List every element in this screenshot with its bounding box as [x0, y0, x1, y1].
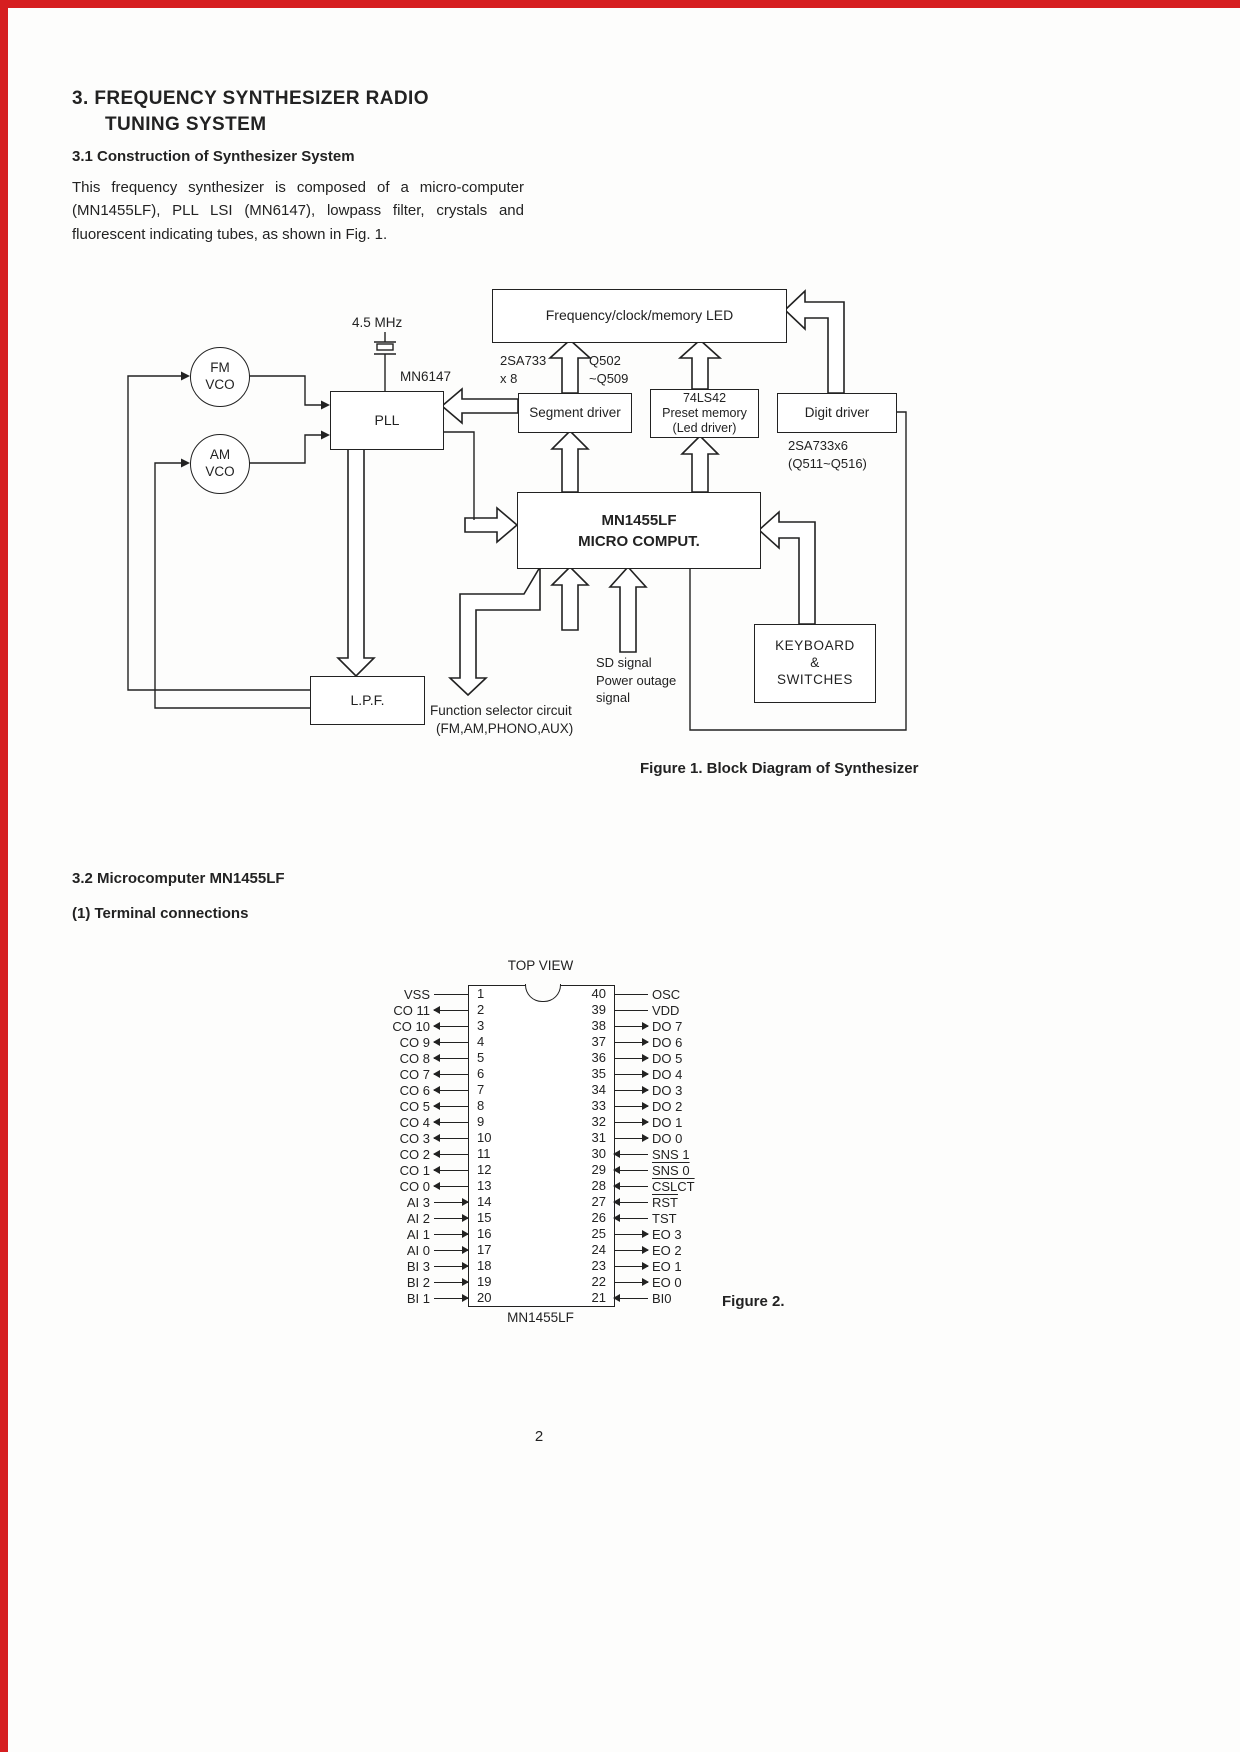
- arrowhead-lpf-am: [181, 459, 190, 468]
- label-2sa733x6: [788, 437, 867, 472]
- pin-arrow-icon: [433, 1166, 440, 1174]
- pin-number: 23: [591, 1258, 606, 1273]
- pin-row-left-5: [380, 1050, 468, 1066]
- pin-number: 13: [477, 1178, 492, 1193]
- pin-arrow-icon: [642, 1022, 649, 1030]
- pin-arrow-icon: [462, 1262, 469, 1270]
- pin-label: AI 1: [406, 1226, 430, 1242]
- pin-row-right-34: [614, 1082, 734, 1098]
- keyboard-line1: KEYBOARD: [775, 638, 855, 654]
- block-digit-driver: [777, 393, 897, 433]
- pin-row-left-4: [380, 1034, 468, 1050]
- pin-label: AI 0: [406, 1242, 430, 1258]
- label-2sa733x8-line2: x 8: [500, 370, 518, 386]
- pin-row-right-25: [614, 1226, 734, 1242]
- pin-label: CSLCT: [652, 1178, 695, 1194]
- pin-number: 15: [477, 1210, 492, 1225]
- pin-line: [614, 1170, 648, 1171]
- pin-row-left-18: [380, 1258, 468, 1274]
- pin-arrow-icon: [433, 1070, 440, 1078]
- pin-row-right-28: [614, 1178, 734, 1194]
- fm-vco-line2: VCO: [205, 377, 235, 392]
- arrow-segment-to-led: [550, 340, 590, 393]
- pin-label: VDD: [652, 1002, 680, 1018]
- label-sd-line2: Power outage: [596, 672, 677, 688]
- pin-label: DO 5: [652, 1050, 683, 1066]
- pin-arrow-icon: [433, 1102, 440, 1110]
- pin-line: [434, 1010, 468, 1011]
- pin-number: 21: [591, 1290, 606, 1305]
- heading-terminal-connections: (1) Terminal connections: [72, 905, 249, 922]
- pin-number: 30: [591, 1146, 606, 1161]
- label-mn6147: MN6147: [400, 369, 452, 384]
- pin-number: 29: [591, 1162, 606, 1177]
- left-pin-rows: [380, 986, 468, 1306]
- pin-label: $\overline{RST}$: [652, 1194, 678, 1210]
- pin-row-left-12: [380, 1162, 468, 1178]
- pin-arrow-icon: [613, 1150, 620, 1158]
- pin-line: [614, 1234, 648, 1235]
- pin-arrow-icon: [462, 1246, 469, 1254]
- pin-line: [614, 1058, 648, 1059]
- pin-line: [434, 1074, 468, 1075]
- pin-row-left-9: [380, 1114, 468, 1130]
- pin-row-right-39: [614, 1002, 734, 1018]
- pin-line: [434, 1090, 468, 1091]
- lpf-label: L.P.F.: [350, 691, 385, 708]
- pin-arrow-icon: [642, 1246, 649, 1254]
- block-led-label: Frequency/clock/memory LED: [545, 307, 734, 324]
- pin-arrow-icon: [613, 1294, 620, 1302]
- section-title-line1: 3. FREQUENCY SYNTHESIZER RADIO: [72, 88, 429, 109]
- pin-row-left-14: [380, 1194, 468, 1210]
- block-segment-driver: [518, 393, 632, 433]
- pin-number: 31: [591, 1130, 606, 1145]
- pin-arrow-icon: [433, 1054, 440, 1062]
- pin-label: CO 7: [399, 1066, 430, 1082]
- pin-row-right-32: [614, 1114, 734, 1130]
- block-pll: [330, 391, 444, 450]
- figure1-block-diagram: [100, 280, 980, 800]
- ic-notch-icon: [525, 984, 561, 1002]
- figure2-pinout: [380, 955, 870, 1345]
- pin-row-right-40: [614, 986, 734, 1002]
- pin-label: DO 6: [652, 1034, 683, 1050]
- pin-label: SNS 1: [652, 1146, 690, 1162]
- micro-line2: MICRO COMPUT.: [578, 532, 700, 550]
- wire-amvco-to-pll: [248, 435, 328, 463]
- pin-number: 14: [477, 1194, 492, 1209]
- pin-arrow-icon: [642, 1086, 649, 1094]
- pin-row-right-26: [614, 1210, 734, 1226]
- pin-arrow-icon: [433, 1022, 440, 1030]
- pin-label: EO 0: [652, 1274, 682, 1290]
- pin-arrow-icon: [433, 1150, 440, 1158]
- pin-line: [434, 1282, 468, 1283]
- pin-label: EO 3: [652, 1226, 682, 1242]
- arrow-pll-to-micro: [465, 508, 517, 542]
- pin-number: 3: [477, 1018, 485, 1033]
- pin-number: 16: [477, 1226, 492, 1241]
- label-2sa733x6-line1: 2SA733x6: [788, 438, 848, 453]
- pin-row-right-35: [614, 1066, 734, 1082]
- pin-label: CO 2: [399, 1146, 430, 1162]
- pin-line: [614, 994, 648, 995]
- block-lpf: [310, 676, 425, 725]
- micro-line1: MN1455LF: [601, 511, 677, 529]
- pin-label: AI 3: [406, 1194, 430, 1210]
- pin-line: [614, 1282, 648, 1283]
- pin-arrow-icon: [642, 1102, 649, 1110]
- pin-arrow-icon: [613, 1182, 620, 1190]
- block-am-vco: [190, 434, 250, 494]
- pin-label: VSS: [403, 986, 430, 1002]
- pin-line: [614, 1138, 648, 1139]
- pin-line: [614, 1266, 648, 1267]
- pin-row-left-3: [380, 1018, 468, 1034]
- pin-arrow-icon: [642, 1070, 649, 1078]
- pin-label: OSC: [652, 986, 681, 1002]
- pin-row-right-36: [614, 1050, 734, 1066]
- pin-line: [614, 1106, 648, 1107]
- pin-arrow-icon: [613, 1214, 620, 1222]
- preset-line1: 74LS42: [682, 391, 727, 406]
- pin-label: EO 1: [652, 1258, 682, 1274]
- arrow-digit-to-led: [785, 291, 844, 393]
- pin-label: CO 8: [399, 1050, 430, 1066]
- pin-arrow-icon: [642, 1118, 649, 1126]
- pin-label: AI 2: [406, 1210, 430, 1226]
- arrow-micro-to-pll: [442, 389, 518, 423]
- pin-label: SNS 0: [652, 1162, 690, 1178]
- pin-number: 19: [477, 1274, 492, 1289]
- pin-label: DO 1: [652, 1114, 683, 1130]
- pin-label: BI 2: [406, 1274, 430, 1290]
- pin-label: BI 1: [406, 1290, 430, 1306]
- pin-row-left-11: [380, 1146, 468, 1162]
- pin-line: [434, 1122, 468, 1123]
- pin-label: BI0: [652, 1290, 672, 1306]
- pin-line: [614, 1154, 648, 1155]
- pin-line: [614, 1298, 648, 1299]
- arrow-preset-to-led: [680, 340, 720, 389]
- page-number: 2: [534, 1428, 544, 1445]
- pin-row-left-10: [380, 1130, 468, 1146]
- pin-arrow-icon: [433, 1134, 440, 1142]
- keyboard-line2: &: [810, 655, 820, 671]
- pin-number: 10: [477, 1130, 492, 1145]
- pin-line: [614, 1042, 648, 1043]
- pin-line: [434, 1026, 468, 1027]
- pin-row-right-30: [614, 1146, 734, 1162]
- block-fm-vco: [190, 347, 250, 407]
- label-q502: [589, 352, 628, 387]
- label-sd-line3: signal: [596, 690, 630, 706]
- pin-line: [434, 1234, 468, 1235]
- pin-number: 35: [591, 1066, 606, 1081]
- pin-arrow-icon: [642, 1038, 649, 1046]
- pin-number: 8: [477, 1098, 485, 1113]
- am-vco-line2: VCO: [205, 464, 235, 479]
- pin-line: [434, 1154, 468, 1155]
- section-title-line2: TUNING SYSTEM: [105, 113, 267, 135]
- arrowhead-fm-pll: [321, 401, 330, 410]
- pin-line: [434, 1202, 468, 1203]
- pin-label: CO 5: [399, 1098, 430, 1114]
- pin-line: [434, 1218, 468, 1219]
- block-preset-memory: [650, 389, 759, 438]
- pin-row-left-7: [380, 1082, 468, 1098]
- pin-number: 5: [477, 1050, 485, 1065]
- paragraph-3-1: This frequency synthesizer is composed of a micro-computer (MN1455LF), PLL LSI (MN6147), lowpass filter, crystals and fluorescent indicating tubes, as shown in Fig. 1.: [72, 179, 524, 243]
- pin-arrow-icon: [613, 1166, 620, 1174]
- arrow-micro-to-preset: [682, 436, 718, 492]
- pin-row-right-31: [614, 1130, 734, 1146]
- pin-number: 9: [477, 1114, 485, 1129]
- segment-driver-label: Segment driver: [529, 404, 621, 420]
- heading-3-2: 3.2 Microcomputer MN1455LF: [72, 870, 285, 887]
- pin-line: [614, 1010, 648, 1011]
- pin-arrow-icon: [433, 1182, 440, 1190]
- pin-number: 2: [477, 1002, 485, 1017]
- pin-number: 34: [591, 1082, 606, 1097]
- page-edge-red-left: [0, 0, 8, 1752]
- arrow-micro-to-function-selector: [450, 567, 540, 695]
- pin-number: 27: [591, 1194, 606, 1209]
- pin-label: CO 10: [392, 1018, 430, 1034]
- pin-label: CO 9: [399, 1034, 430, 1050]
- pin-number: 6: [477, 1066, 485, 1081]
- arrowhead-lpf-fm: [181, 372, 190, 381]
- pin-line: [434, 1186, 468, 1187]
- label-2sa733x6-line2: (Q511~Q516): [788, 455, 867, 471]
- pin-arrow-icon: [433, 1086, 440, 1094]
- pin-arrow-icon: [642, 1230, 649, 1238]
- pin-line: [434, 1138, 468, 1139]
- pin-line: [614, 1250, 648, 1251]
- crystal-icon: [377, 344, 393, 350]
- figure1-caption: Figure 1. Block Diagram of Synthesizer: [640, 760, 919, 777]
- pin-number: 17: [477, 1242, 492, 1257]
- label-2sa733x8-line1: 2SA733: [500, 353, 547, 368]
- block-frequency-clock-memory-led: [492, 289, 787, 343]
- preset-line3: (Led driver): [672, 420, 737, 435]
- pin-label: DO 0: [652, 1130, 683, 1146]
- pin-line: [434, 1058, 468, 1059]
- section-title: [72, 86, 429, 137]
- pin-number: 24: [591, 1242, 606, 1257]
- pin-number: 25: [591, 1226, 606, 1241]
- pin-arrow-icon: [462, 1294, 469, 1302]
- pin-line: [434, 994, 468, 995]
- label-func-line1: Function selector circuit: [430, 703, 572, 718]
- pin-row-left-1: [380, 986, 468, 1002]
- pin-arrow-icon: [433, 1038, 440, 1046]
- pin-line: [434, 1042, 468, 1043]
- pin-number: 38: [591, 1018, 606, 1033]
- right-pin-numbers: [572, 986, 606, 1306]
- pin-row-left-2: [380, 1002, 468, 1018]
- arrow-function-to-micro: [552, 567, 588, 630]
- pin-row-left-19: [380, 1274, 468, 1290]
- pin-label: CO 11: [393, 1002, 430, 1018]
- pin-row-right-22: [614, 1274, 734, 1290]
- pin-line: [614, 1122, 648, 1123]
- pin-label: TST: [652, 1210, 677, 1226]
- pin-arrow-icon: [462, 1278, 469, 1286]
- pin-label: CO 6: [399, 1082, 430, 1098]
- pin-row-right-23: [614, 1258, 734, 1274]
- left-pin-numbers: [477, 986, 507, 1306]
- pin-row-left-16: [380, 1226, 468, 1242]
- pin-label: DO 4: [652, 1066, 683, 1082]
- pin-row-right-29: [614, 1162, 734, 1178]
- pin-row-right-37: [614, 1034, 734, 1050]
- pin-line: [434, 1266, 468, 1267]
- pin-line: [614, 1218, 648, 1219]
- pin-row-left-15: [380, 1210, 468, 1226]
- pin-row-left-20: [380, 1290, 468, 1306]
- arrow-sd-signal-to-micro: [610, 567, 646, 652]
- pin-row-left-13: [380, 1178, 468, 1194]
- figure2-caption: Figure 2.: [722, 1293, 785, 1310]
- label-function-selector: [430, 702, 573, 738]
- pin-line: [614, 1074, 648, 1075]
- pin-line: [434, 1106, 468, 1107]
- top-view-label: TOP VIEW: [507, 958, 574, 973]
- pin-row-left-17: [380, 1242, 468, 1258]
- pin-arrow-icon: [642, 1054, 649, 1062]
- pll-label: PLL: [374, 411, 400, 428]
- wire-pll-to-micro-link: [442, 432, 474, 520]
- pin-row-right-38: [614, 1018, 734, 1034]
- pin-number: 11: [477, 1146, 491, 1161]
- pin-number: 40: [591, 986, 606, 1001]
- heading-3-1: 3.1 Construction of Synthesizer System: [72, 148, 355, 165]
- pin-row-right-21: [614, 1290, 734, 1306]
- digit-driver-label: Digit driver: [804, 404, 870, 420]
- pin-row-right-24: [614, 1242, 734, 1258]
- label-sd-line1: SD signal: [596, 655, 652, 670]
- pin-line: [434, 1170, 468, 1171]
- right-pin-rows: [614, 986, 734, 1306]
- pin-label: CO 4: [399, 1114, 430, 1130]
- pin-number: 32: [591, 1114, 606, 1129]
- keyboard-line3: SWITCHES: [776, 671, 854, 687]
- pin-line: [434, 1250, 468, 1251]
- pin-arrow-icon: [462, 1214, 469, 1222]
- pin-label: DO 2: [652, 1098, 683, 1114]
- pin-row-right-33: [614, 1098, 734, 1114]
- pin-number: 18: [477, 1258, 492, 1273]
- am-vco-line1: AM: [209, 447, 231, 463]
- page-edge-red-top: [0, 0, 1240, 8]
- pin-arrow-icon: [433, 1118, 440, 1126]
- pin-arrow-icon: [462, 1230, 469, 1238]
- pin-number: 36: [591, 1050, 606, 1065]
- pin-arrow-icon: [613, 1198, 620, 1206]
- pin-label: CO 3: [399, 1130, 430, 1146]
- pin-label: DO 3: [652, 1082, 683, 1098]
- pin-line: [614, 1090, 648, 1091]
- wire-fmvco-to-pll: [248, 376, 328, 405]
- chip-name-label: MN1455LF: [507, 1310, 574, 1325]
- label-func-line2: (FM,AM,PHONO,AUX): [436, 721, 574, 737]
- label-2sa733x8: [500, 352, 546, 387]
- pin-arrow-icon: [642, 1262, 649, 1270]
- pin-line: [614, 1202, 648, 1203]
- block-keyboard-switches: [754, 624, 876, 703]
- pin-label: BI 3: [406, 1258, 430, 1274]
- pin-label: DO 7: [652, 1018, 683, 1034]
- pin-number: 20: [477, 1290, 492, 1305]
- pin-number: 7: [477, 1082, 485, 1097]
- arrowhead-am-pll: [321, 431, 330, 440]
- arrow-pll-to-lpf: [338, 448, 374, 676]
- arrow-keyboard-to-micro: [759, 512, 815, 624]
- pin-line: [614, 1026, 648, 1027]
- preset-line2: Preset memory: [662, 406, 747, 421]
- label-q502-line1: Q502: [589, 353, 621, 368]
- pin-row-left-8: [380, 1098, 468, 1114]
- fm-vco-line1: FM: [210, 360, 230, 376]
- pin-label: CO 1: [399, 1162, 430, 1178]
- pin-number: 33: [591, 1098, 606, 1113]
- pin-label: CO 0: [399, 1178, 430, 1194]
- pin-line: [614, 1186, 648, 1187]
- label-crystal-freq: 4.5 MHz: [352, 315, 403, 330]
- pin-label: EO 2: [652, 1242, 682, 1258]
- label-q502-line2: ~Q509: [589, 370, 629, 386]
- label-sd-signal: [596, 654, 676, 707]
- pin-row-right-27: [614, 1194, 734, 1210]
- block-micro-computer: [517, 492, 761, 569]
- wire-lpf-to-amvco: [155, 463, 310, 708]
- pin-number: 37: [591, 1034, 606, 1049]
- pin-arrow-icon: [433, 1006, 440, 1014]
- pin-number: 4: [477, 1034, 485, 1049]
- pin-arrow-icon: [462, 1198, 469, 1206]
- pin-number: 26: [591, 1210, 606, 1225]
- pin-arrow-icon: [642, 1134, 649, 1142]
- pin-number: 22: [591, 1274, 606, 1289]
- arrow-micro-to-segment: [552, 431, 588, 492]
- pin-number: 28: [591, 1178, 606, 1193]
- pin-number: 1: [477, 986, 485, 1001]
- pin-row-left-6: [380, 1066, 468, 1082]
- pin-number: 39: [591, 1002, 606, 1017]
- pin-arrow-icon: [642, 1278, 649, 1286]
- pin-number: 12: [477, 1162, 492, 1177]
- pin-line: [434, 1298, 468, 1299]
